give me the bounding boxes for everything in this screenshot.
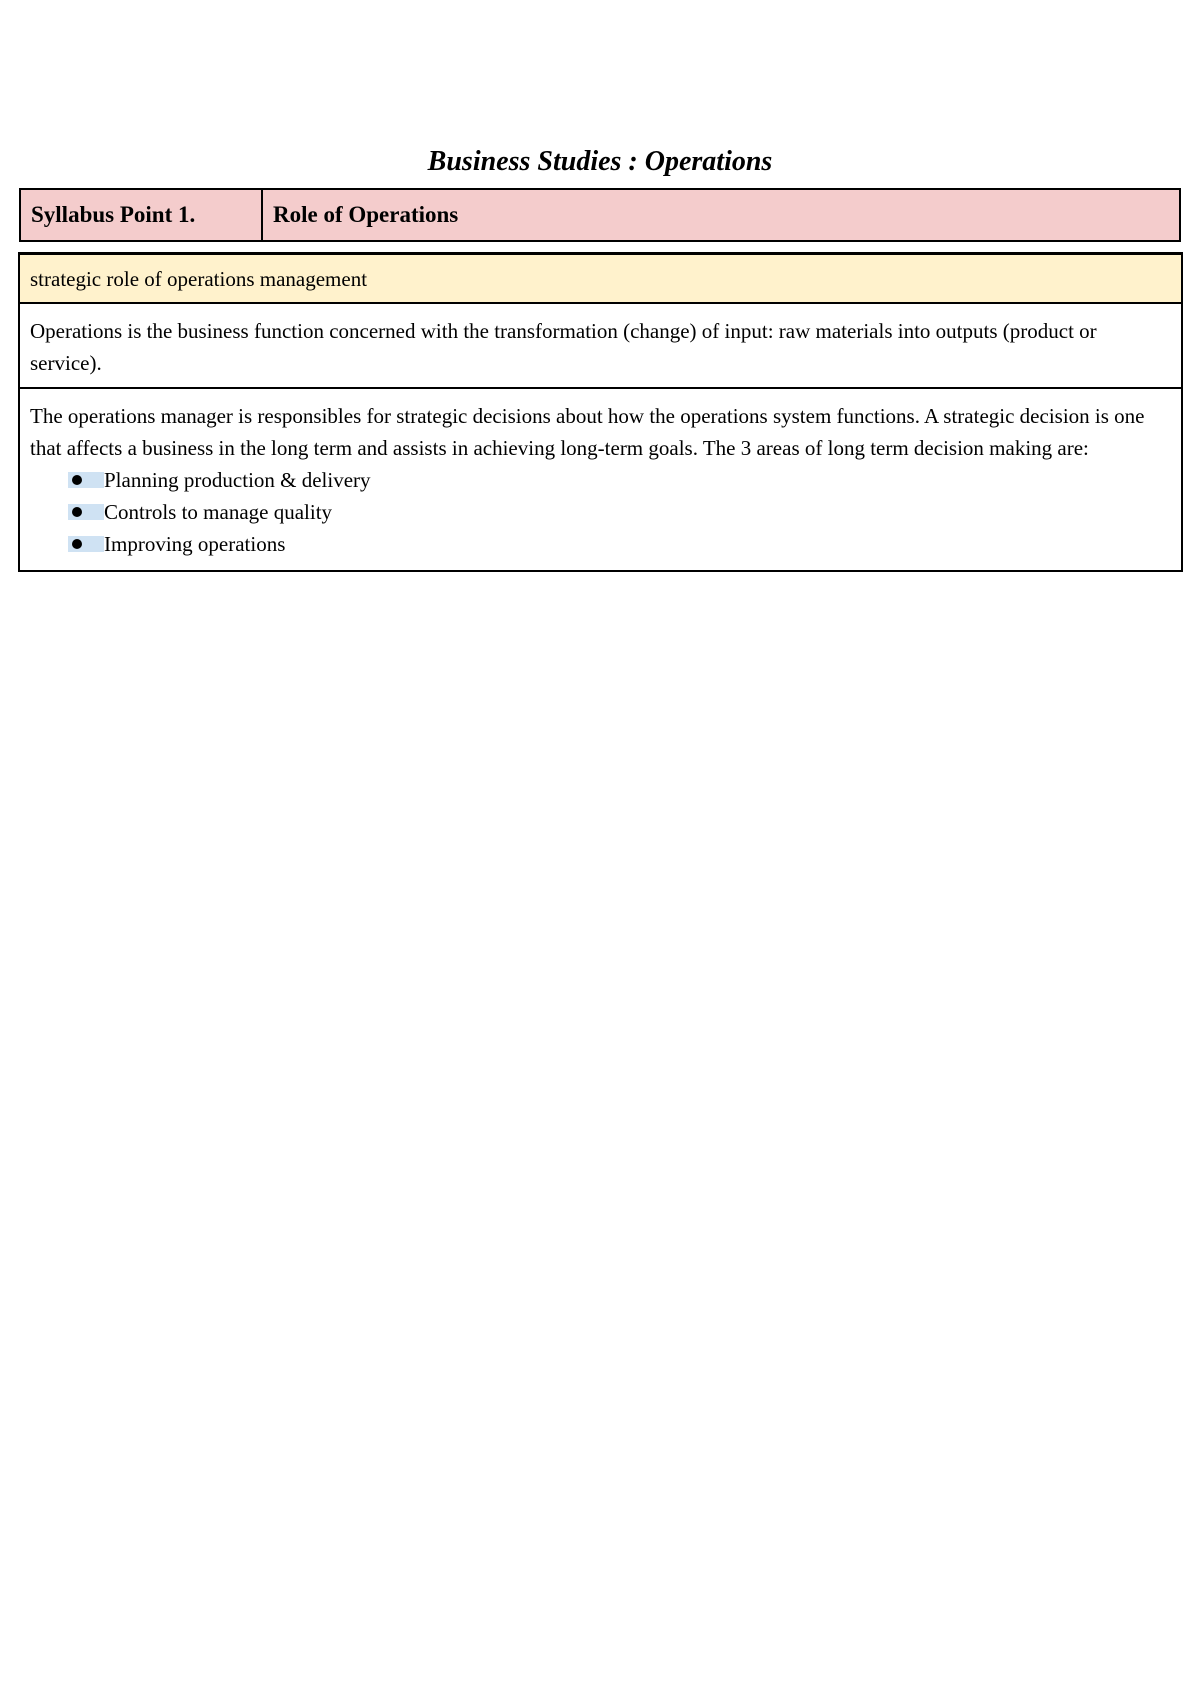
list-item-text: Improving operations — [104, 532, 286, 556]
definition-text: Operations is the business function concerned with the transformation (change) of input: raw materials into outputs (product or service). — [30, 319, 1097, 375]
list-item — [68, 496, 1171, 528]
content-table — [18, 252, 1183, 572]
list-item — [68, 528, 1171, 560]
list-item — [68, 464, 1171, 496]
bullet-icon — [68, 536, 104, 552]
list-item-text: Planning production & delivery — [104, 468, 371, 492]
page-title: Business Studies : Operations — [427, 146, 773, 177]
bullet-icon — [68, 472, 104, 488]
syllabus-point-label: Syllabus Point 1. — [21, 190, 263, 240]
syllabus-topic: Role of Operations — [273, 202, 459, 227]
syllabus-header-table — [19, 188, 1181, 242]
section-subheading — [20, 255, 1181, 304]
definition-paragraph — [20, 304, 1181, 389]
list-item-text: Controls to manage quality — [104, 500, 333, 524]
strategic-text: The operations manager is responsibles for strategic decisions about how the operations system functions. A strategic decision is one that affects a business in the long term and assists in achieving long-term goals. The 3 areas of long term decision making are: — [30, 404, 1145, 460]
subheading-text: strategic role of operations management — [30, 266, 368, 291]
strategic-paragraph — [20, 389, 1181, 570]
bullet-icon — [68, 504, 104, 520]
decision-areas-list — [30, 464, 1171, 560]
